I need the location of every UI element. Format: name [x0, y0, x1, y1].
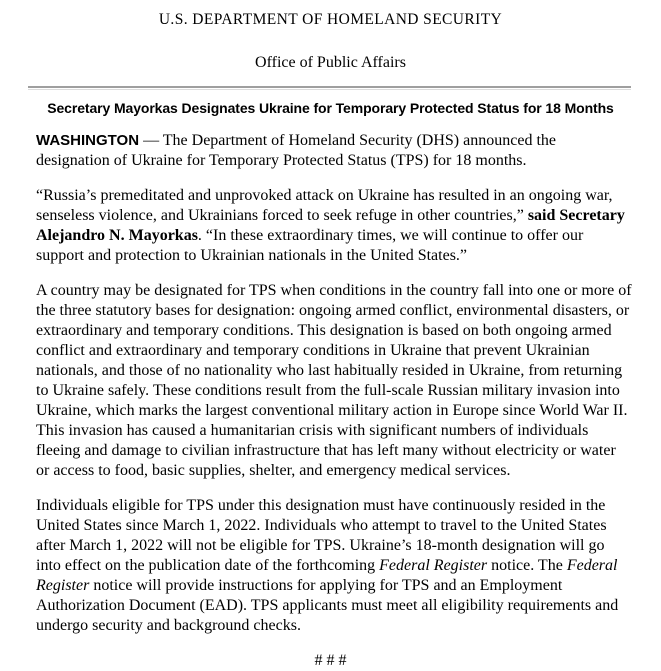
dateline-city: WASHINGTON — [36, 132, 140, 149]
federal-register-italic-2: Federal Register — [36, 557, 618, 594]
header-divider — [28, 86, 631, 90]
dateline-text: — The Department of Homeland Security (DHS) announced the designation of Ukraine for Temporary Protected Status (TPS) for 18 months. — [36, 132, 556, 169]
headline: Secretary Mayorkas Designates Ukraine for Temporary Protected Status for 18 Months — [47, 100, 614, 116]
end-mark: # # # — [314, 652, 347, 669]
eligibility-part3: notice will provide instructions for applying for TPS and an Employment Authorization Document (EAD). TPS applicants must meet all eligibility requirements and undergo security and background checks. — [36, 577, 619, 634]
eligibility-part2: notice. The — [487, 557, 567, 574]
quote-lead: “Russia’s premeditated and unprovoked attack on Ukraine has resulted in an ongoing war, senseless violence, and Ukrainians forced to seek refuge in other countries,” — [36, 187, 613, 224]
paragraph-eligibility — [36, 496, 633, 636]
quote-attribution: said Secretary Alejandro N. Mayorkas — [36, 207, 625, 244]
paragraph-quote — [36, 186, 633, 266]
department-title: U.S. DEPARTMENT OF HOMELAND SECURITY — [158, 11, 503, 28]
paragraph-dateline — [36, 131, 633, 171]
paragraph-designation-criteria: A country may be designated for TPS when conditions in the country fall into one or more of the three statutory bases for designation: ongoing armed conflict, environmental disasters, or extraordinary and temporary conditions. This designation is based on both ongoing armed conflict and extraordinary and temporary conditions in Ukraine that prevent Ukrainian nationals, and those of no nationality who last habitually resided in Ukraine, from returning to Ukraine safely. These conditions result from the full-scale Russian military invasion into Ukraine, which marks the largest conventional military action in Europe since World War II. This invasion has caused a humanitarian crisis with significant numbers of individuals fleeing and damage to civilian infrastructure that has left many without electricity or water or access to food, basic supplies, shelter, and emergency medical services. — [36, 282, 632, 479]
federal-register-italic-1: Federal Register — [379, 557, 488, 574]
office-subtitle: Office of Public Affairs — [255, 54, 406, 71]
eligibility-part1: Individuals eligible for TPS under this designation must have continuously resided in the United States since March 1, 2022. Individuals who attempt to travel to the United States after March 1, 2022 will not be eligible for TPS. Ukraine’s 18-month designation will go into effect on the publication date of the forthcoming — [36, 497, 607, 574]
document-body — [36, 131, 633, 636]
quote-tail: . “In these extraordinary times, we will continue to offer our support and protection to Ukrainian nationals in the United States.” — [36, 227, 584, 264]
